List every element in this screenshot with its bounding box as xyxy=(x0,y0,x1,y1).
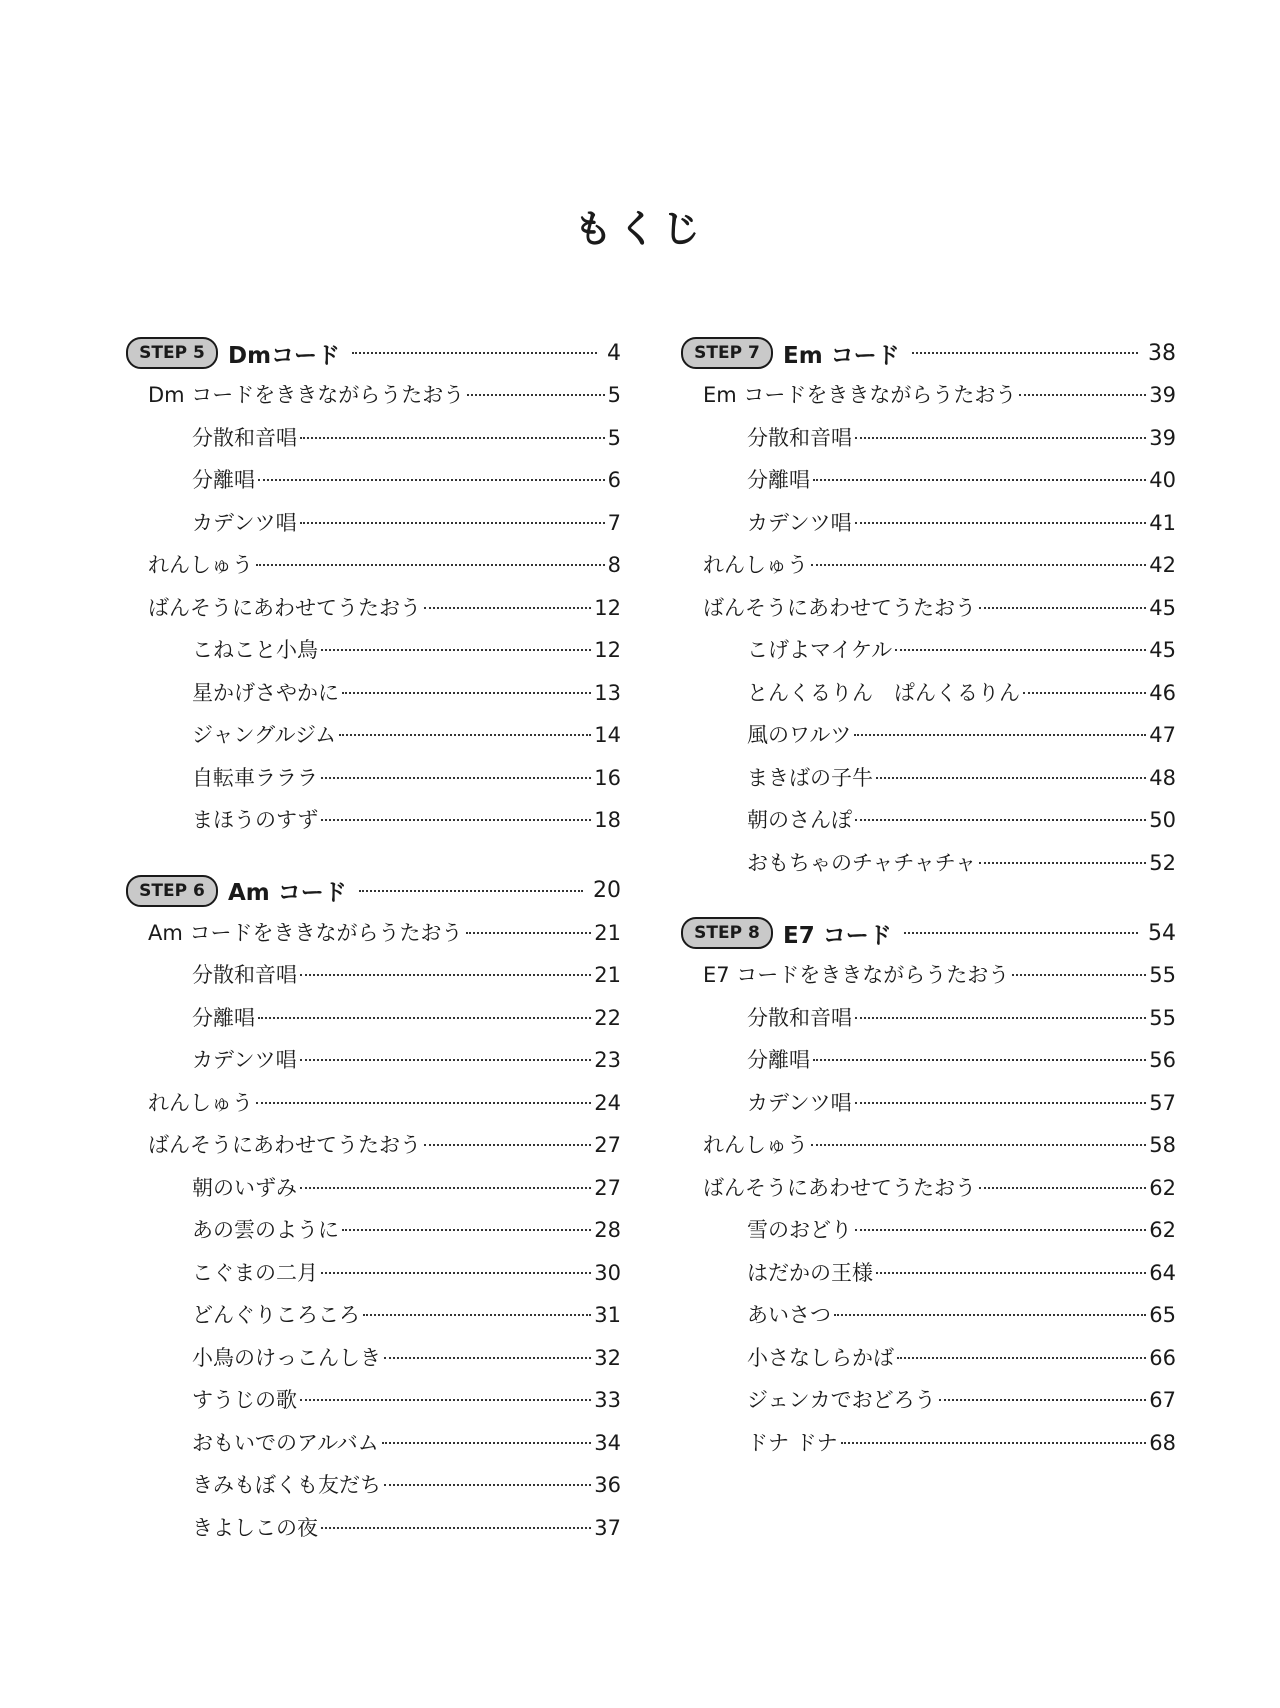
dot-leader xyxy=(1019,394,1146,396)
step-badge: STEP 6 xyxy=(126,875,218,907)
dot-leader xyxy=(342,1229,591,1231)
dot-leader xyxy=(384,1357,591,1359)
toc-entry-label: あの雲のように xyxy=(192,1218,339,1242)
toc-entry[interactable] xyxy=(126,1379,621,1422)
dot-leader xyxy=(321,777,591,779)
page-number: 52 xyxy=(1149,850,1176,875)
page-title: もくじ xyxy=(573,207,706,251)
page-number: 31 xyxy=(594,1303,621,1327)
dot-leader xyxy=(979,862,1146,864)
step-badge: STEP 5 xyxy=(126,337,218,369)
toc-entry-label: れんしゅう xyxy=(703,553,808,577)
dot-leader xyxy=(300,974,591,976)
toc-entry-label: 雪のおどり xyxy=(747,1218,852,1242)
toc-entry[interactable] xyxy=(126,502,621,545)
page-number: 45 xyxy=(1149,595,1176,620)
page-number: 8 xyxy=(607,553,621,577)
step-heading[interactable] xyxy=(126,870,621,912)
toc-entry[interactable] xyxy=(681,1337,1176,1380)
page-number: 40 xyxy=(1149,468,1176,492)
page-number: 62 xyxy=(1149,1175,1176,1200)
dot-leader xyxy=(300,1399,591,1401)
toc-entry-label: カデンツ唱 xyxy=(747,510,852,535)
page-number: 50 xyxy=(1149,808,1176,832)
page-number: 16 xyxy=(594,765,621,790)
page-number: 30 xyxy=(594,1260,621,1285)
page-number: 33 xyxy=(594,1388,621,1412)
step-heading[interactable] xyxy=(681,912,1176,954)
toc-entry-label: きよしこの夜 xyxy=(192,1515,318,1540)
toc-entry[interactable] xyxy=(681,1082,1176,1125)
toc-entry[interactable] xyxy=(126,1039,621,1082)
page-number: 65 xyxy=(1149,1303,1176,1327)
dot-leader xyxy=(855,437,1146,439)
page-number: 38 xyxy=(1148,340,1176,366)
dot-leader xyxy=(834,1314,1146,1316)
dot-leader xyxy=(258,1017,591,1019)
toc-entry[interactable] xyxy=(681,1252,1176,1295)
toc-entry[interactable] xyxy=(681,1294,1176,1337)
toc-entry[interactable] xyxy=(681,997,1176,1040)
toc-entry[interactable] xyxy=(126,672,621,715)
toc-entry[interactable] xyxy=(681,629,1176,672)
step-heading[interactable] xyxy=(681,332,1176,374)
page-number: 55 xyxy=(1149,1005,1176,1030)
page-number: 48 xyxy=(1149,765,1176,790)
toc-entry-label: まきばの子牛 xyxy=(747,765,873,790)
dot-leader xyxy=(321,1527,591,1529)
toc-entry[interactable] xyxy=(126,629,621,672)
page-number: 23 xyxy=(594,1048,621,1072)
page-number: 62 xyxy=(1149,1218,1176,1242)
dot-leader xyxy=(854,734,1146,736)
toc-entry-label: はだかの王様 xyxy=(747,1260,873,1285)
toc-entry[interactable] xyxy=(126,1464,621,1507)
page-number: 5 xyxy=(607,425,621,450)
toc-entry[interactable] xyxy=(681,799,1176,842)
toc-entry-label: こぐまの二月 xyxy=(192,1260,318,1285)
toc-entry-label: まほうのすず xyxy=(192,808,319,832)
toc-entry-label: ジェンカでおどろう xyxy=(747,1388,936,1412)
dot-leader xyxy=(467,394,604,396)
dot-leader xyxy=(855,1102,1147,1104)
toc-entry-label: ばんそうにあわせてうたおう xyxy=(703,595,976,620)
dot-leader xyxy=(811,1144,1146,1146)
dot-leader xyxy=(258,479,605,481)
toc-entry-label: おもいでのアルバム xyxy=(192,1430,379,1455)
page-number: 37 xyxy=(594,1515,621,1540)
page-number: 67 xyxy=(1149,1388,1176,1412)
toc-entry[interactable] xyxy=(126,1167,621,1210)
section-gap xyxy=(681,884,1176,912)
toc-entry[interactable] xyxy=(126,1294,621,1337)
step-badge: STEP 8 xyxy=(681,917,773,949)
toc-entry-label: 星かげさやかに xyxy=(192,680,339,705)
toc-entry[interactable] xyxy=(681,1422,1176,1465)
toc-entry-label: 分離唱 xyxy=(747,468,810,492)
toc-right-column xyxy=(681,332,1176,1464)
toc-entry[interactable] xyxy=(126,544,621,587)
toc-entry[interactable] xyxy=(126,1082,621,1125)
toc-entry-label: れんしゅう xyxy=(703,1133,808,1157)
dot-leader xyxy=(321,649,591,651)
dot-leader xyxy=(384,1484,591,1486)
dot-leader xyxy=(904,932,1138,934)
dot-leader xyxy=(813,1059,1146,1061)
toc-entry-label: 分離唱 xyxy=(192,1005,255,1030)
dot-leader xyxy=(424,607,591,609)
page-number: 4 xyxy=(607,340,621,366)
toc-entry[interactable] xyxy=(126,417,621,460)
toc-entry-label: Dm コードをききながらうたおう xyxy=(148,383,465,407)
page-number: 66 xyxy=(1149,1345,1176,1370)
step-heading[interactable] xyxy=(126,332,621,374)
toc-left-column xyxy=(126,332,621,1549)
dot-leader xyxy=(300,437,605,439)
dot-leader xyxy=(300,1059,592,1061)
page-number: 64 xyxy=(1149,1260,1176,1285)
dot-leader xyxy=(876,1272,1146,1274)
toc-entry[interactable] xyxy=(126,757,621,800)
toc-entry[interactable] xyxy=(681,672,1176,715)
toc-entry-label: とんくるりん ぱんくるりん xyxy=(747,680,1020,705)
toc-entry-label: E7 コードをききながらうたおう xyxy=(703,963,1010,987)
toc-entry-label: 自転車ラララ xyxy=(192,765,318,790)
dot-leader xyxy=(979,1187,1146,1189)
toc-entry-label: ジャングルジム xyxy=(192,723,337,747)
page-number: 20 xyxy=(593,878,621,903)
dot-leader xyxy=(939,1399,1147,1401)
dot-leader xyxy=(321,819,591,821)
toc-entry[interactable] xyxy=(681,757,1176,800)
page-number: 41 xyxy=(1149,510,1176,535)
section-gap xyxy=(126,842,621,870)
page-number: 55 xyxy=(1149,963,1176,987)
page-number: 27 xyxy=(594,1133,621,1157)
page-number: 56 xyxy=(1149,1048,1176,1072)
dot-leader xyxy=(466,932,592,934)
page-number: 58 xyxy=(1149,1133,1176,1157)
toc-entry-label: カデンツ唱 xyxy=(192,1048,297,1072)
dot-leader xyxy=(979,607,1146,609)
toc-entry-label: れんしゅう xyxy=(148,553,253,577)
toc-entry-label: こげよマイケル xyxy=(747,638,893,662)
page-number: 54 xyxy=(1148,920,1176,946)
toc-entry-label: 朝のさんぽ xyxy=(747,808,852,832)
chord-title: Am コード xyxy=(228,880,347,906)
toc-entry-label: あいさつ xyxy=(747,1303,831,1327)
toc-entry[interactable] xyxy=(681,502,1176,545)
dot-leader xyxy=(855,1229,1146,1231)
toc-entry-label: れんしゅう xyxy=(148,1090,253,1115)
toc-entry-label: カデンツ唱 xyxy=(192,510,297,535)
dot-leader xyxy=(382,1442,592,1444)
dot-leader xyxy=(813,479,1146,481)
toc-entry-label: 分散和音唱 xyxy=(747,1005,852,1030)
toc-entry[interactable] xyxy=(681,1124,1176,1167)
page-number: 22 xyxy=(594,1005,621,1030)
page-number: 45 xyxy=(1149,638,1176,662)
dot-leader xyxy=(321,1272,591,1274)
toc-entry[interactable] xyxy=(126,1209,621,1252)
page-number: 32 xyxy=(594,1345,621,1370)
dot-leader xyxy=(811,564,1146,566)
dot-leader xyxy=(1012,974,1146,976)
toc-entry[interactable] xyxy=(126,374,621,417)
toc-entry-label: ばんそうにあわせてうたおう xyxy=(703,1175,976,1200)
toc-entry[interactable] xyxy=(126,1422,621,1465)
toc-entry[interactable] xyxy=(681,459,1176,502)
page-number: 6 xyxy=(607,468,621,492)
page-number: 36 xyxy=(594,1473,621,1497)
page-number: 13 xyxy=(594,680,621,705)
page-number: 18 xyxy=(594,808,621,832)
page-number: 24 xyxy=(594,1090,621,1115)
dot-leader xyxy=(895,649,1146,651)
toc-entry-label: カデンツ唱 xyxy=(747,1090,852,1115)
toc-entry-label: 朝のいずみ xyxy=(192,1175,297,1200)
toc-entry-label: 分離唱 xyxy=(192,468,255,492)
toc-entry[interactable] xyxy=(681,1209,1176,1252)
page-number: 46 xyxy=(1149,680,1176,705)
toc-entry-label: 分離唱 xyxy=(747,1048,810,1072)
page-number: 27 xyxy=(594,1175,621,1200)
toc-entry-label: 分散和音唱 xyxy=(192,425,297,450)
dot-leader xyxy=(339,734,591,736)
toc-entry[interactable] xyxy=(126,1337,621,1380)
toc-entry[interactable] xyxy=(681,1167,1176,1210)
toc-entry-label: ドナ ドナ xyxy=(747,1430,838,1455)
toc-entry-label: 分散和音唱 xyxy=(747,425,852,450)
toc-entry[interactable] xyxy=(126,912,621,955)
toc-entry[interactable] xyxy=(126,714,621,757)
toc-entry-label: 分散和音唱 xyxy=(192,963,297,987)
page-number: 21 xyxy=(594,963,621,987)
dot-leader xyxy=(352,352,597,354)
step-badge: STEP 7 xyxy=(681,337,773,369)
toc-entry[interactable] xyxy=(681,587,1176,630)
toc-entry[interactable] xyxy=(681,954,1176,997)
dot-leader xyxy=(876,777,1146,779)
dot-leader xyxy=(256,1102,591,1104)
page-number: 5 xyxy=(607,383,621,407)
toc-entry[interactable] xyxy=(126,799,621,842)
dot-leader xyxy=(359,890,583,892)
toc-entry[interactable] xyxy=(681,842,1176,885)
toc-entry-label: 小鳥のけっこんしき xyxy=(192,1345,381,1370)
toc-entry-label: ばんそうにあわせてうたおう xyxy=(148,595,421,620)
dot-leader xyxy=(1023,692,1146,694)
toc-entry[interactable] xyxy=(126,1124,621,1167)
toc-entry-label: すうじの歌 xyxy=(192,1388,297,1412)
page-number: 7 xyxy=(607,510,621,535)
toc-entry-label: Am コードをききながらうたおう xyxy=(148,920,463,945)
chord-title: Em コード xyxy=(783,342,900,369)
toc-entry[interactable] xyxy=(681,374,1176,417)
page-number: 57 xyxy=(1149,1090,1176,1115)
page-number: 28 xyxy=(594,1218,621,1242)
dot-leader xyxy=(256,564,605,566)
page-number: 14 xyxy=(594,723,621,747)
toc-entry[interactable] xyxy=(681,1379,1176,1422)
toc-entry-label: Em コードをききながらうたおう xyxy=(703,383,1017,407)
dot-leader xyxy=(300,522,605,524)
dot-leader xyxy=(424,1144,591,1146)
page-number: 39 xyxy=(1149,425,1176,450)
toc-entry[interactable] xyxy=(126,997,621,1040)
page-number: 34 xyxy=(594,1430,621,1455)
page-number: 42 xyxy=(1149,553,1176,577)
toc-entry[interactable] xyxy=(681,417,1176,460)
page-number: 39 xyxy=(1149,383,1176,407)
toc-entry[interactable] xyxy=(126,1507,621,1550)
chord-title: E7 コード xyxy=(783,922,892,949)
toc-entry[interactable] xyxy=(126,1252,621,1295)
dot-leader xyxy=(912,352,1138,354)
toc-entry-label: どんぐりころころ xyxy=(192,1303,360,1327)
page-number: 12 xyxy=(594,595,621,620)
toc-entry-label: おもちゃのチャチャチャ xyxy=(747,850,977,875)
toc-entry[interactable] xyxy=(681,714,1176,757)
dot-leader xyxy=(855,522,1147,524)
toc-entry[interactable] xyxy=(681,544,1176,587)
page-number: 21 xyxy=(594,920,621,945)
dot-leader xyxy=(841,1442,1147,1444)
toc-entry[interactable] xyxy=(126,587,621,630)
toc-entry-label: 風のワルツ xyxy=(747,723,852,747)
dot-leader xyxy=(855,819,1146,821)
page-number: 47 xyxy=(1149,723,1176,747)
toc-entry[interactable] xyxy=(126,954,621,997)
toc-entry-label: こねこと小鳥 xyxy=(192,638,318,662)
toc-entry-label: 小さなしらかば xyxy=(747,1345,894,1370)
dot-leader xyxy=(855,1017,1146,1019)
toc-entry-label: きみもぼくも友だち xyxy=(192,1473,381,1497)
dot-leader xyxy=(363,1314,591,1316)
dot-leader xyxy=(897,1357,1146,1359)
chord-title: Dmコード xyxy=(228,342,341,369)
dot-leader xyxy=(342,692,591,694)
toc-entry[interactable] xyxy=(126,459,621,502)
toc-entry-label: ばんそうにあわせてうたおう xyxy=(148,1133,421,1157)
page-number: 12 xyxy=(594,638,621,662)
page-number: 68 xyxy=(1149,1430,1176,1455)
dot-leader xyxy=(300,1187,591,1189)
toc-entry[interactable] xyxy=(681,1039,1176,1082)
